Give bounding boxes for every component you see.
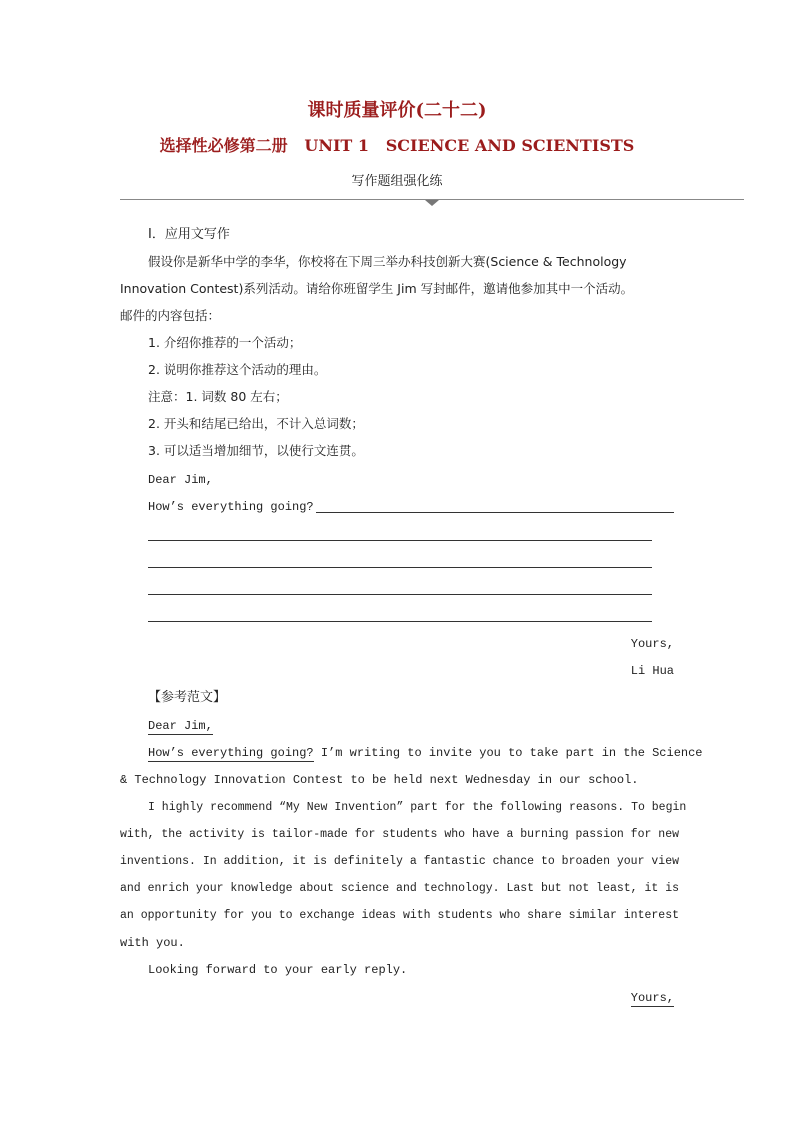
note-item-2: 2. 开头和结尾已给出，不计入总词数；: [148, 416, 364, 431]
model-closing: Yours,: [630, 991, 674, 1005]
model-paragraph-2-line-4: and enrich your knowledge about science and technology. Last but not least, it is: [120, 882, 679, 895]
unit-title: 选择性必修第二册 UNIT 1 SCIENCE AND SCIENTISTS: [159, 136, 635, 155]
model-paragraph-2-line-2: with, the activity is tailor-made for students who have a burning passion for new: [120, 828, 679, 841]
model-paragraph-3: Looking forward to your early reply.: [148, 963, 408, 977]
model-essay-label: 【参考范文】: [148, 690, 227, 705]
note-item-3: 3. 可以适当增加细节，以使行文连贯。: [148, 443, 364, 458]
model-paragraph-2-line-1: I highly recommend “My New Invention” part for the following reasons. To begin: [148, 801, 687, 814]
model-paragraph-2-line-3: inventions. In addition, it is definitely a fantastic chance to broaden your view: [120, 855, 679, 868]
model-paragraph-1-line-2: & Technology Innovation Contest to be held next Wednesday in our school.: [120, 773, 639, 787]
model-paragraph-2-line-5: an opportunity for you to exchange ideas with students who share similar interest: [120, 909, 679, 922]
template-opening: How’s everything going?: [148, 500, 314, 514]
answer-blank-line[interactable]: [148, 621, 652, 622]
note-item-1: 注意：1. 词数 80 左右；: [148, 389, 288, 404]
answer-blank-line[interactable]: [148, 567, 652, 568]
template-signature: Li Hua: [630, 664, 674, 678]
model-greeting: Dear Jim,: [148, 719, 213, 733]
answer-blank-line[interactable]: [148, 594, 652, 595]
requirement-item-1: 1. 介绍你推荐的一个活动；: [148, 335, 302, 350]
prompt-line-2: Innovation Contest)系列活动。请给你班留学生 Jim 写封邮件，邀请他参加其中一个活动。: [120, 281, 634, 296]
answer-blank-line[interactable]: [148, 540, 652, 541]
section-subtitle: 写作题组强化练: [351, 174, 443, 189]
model-paragraph-2-line-6: with you.: [120, 936, 185, 950]
prompt-line-1: 假设你是新华中学的李华，你校将在下周三举办科技创新大赛(Science & Technology: [148, 254, 627, 269]
answer-blank-line[interactable]: [316, 512, 674, 513]
prompt-line-3: 邮件的内容包括：: [120, 308, 221, 323]
page-title: 课时质量评价(二十二): [307, 100, 487, 121]
section-heading: Ⅰ．应用文写作: [148, 227, 230, 242]
requirement-item-2: 2. 说明你推荐这个活动的理由。: [148, 362, 327, 377]
template-greeting: Dear Jim,: [148, 473, 213, 487]
template-closing: Yours,: [630, 637, 674, 651]
model-paragraph-1-line-1: How’s everything going? I’m writing to invite you to take part in the Science: [148, 746, 703, 760]
model-opening-underlined: How’s everything going?: [148, 746, 314, 760]
divider-notch-icon: [425, 200, 439, 206]
